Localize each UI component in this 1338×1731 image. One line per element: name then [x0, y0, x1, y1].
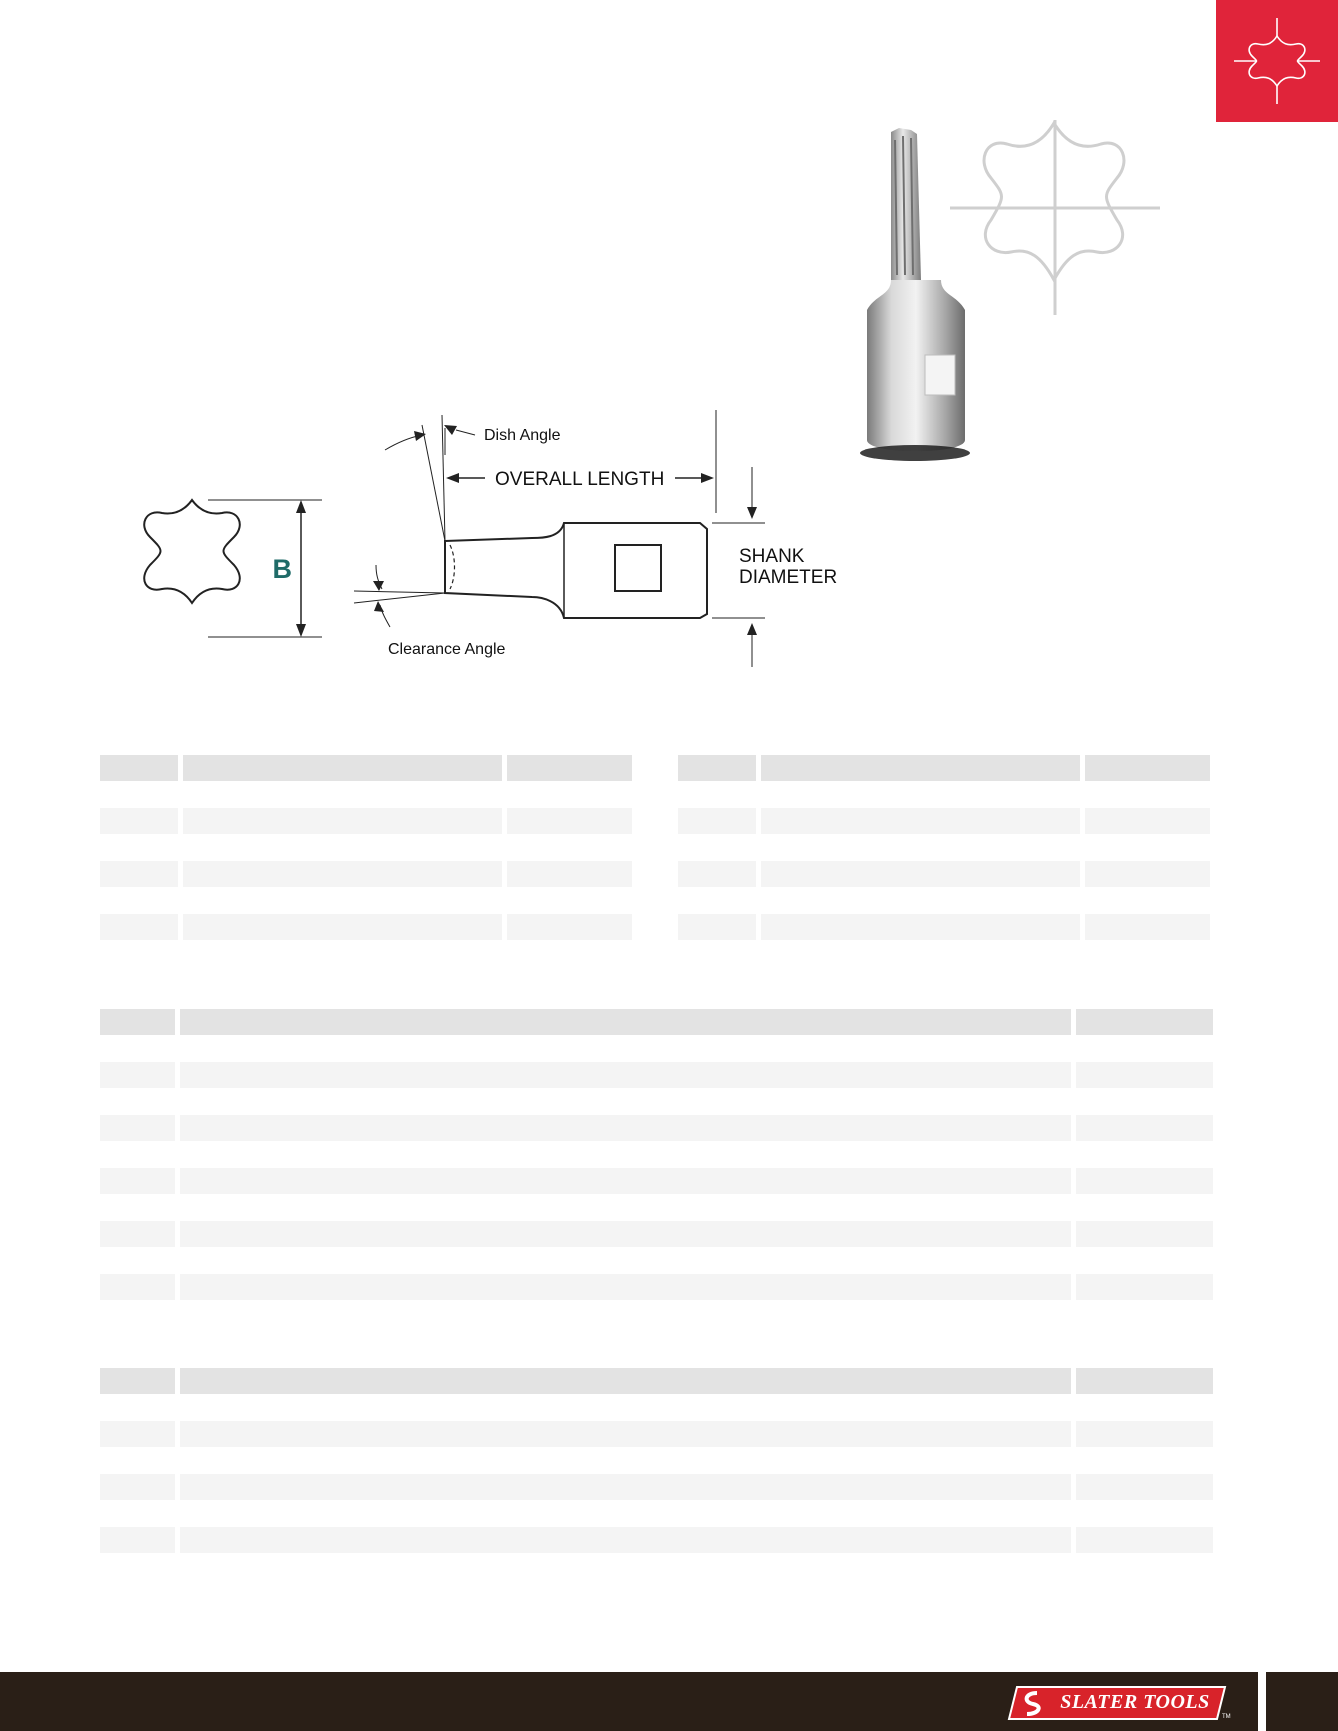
tool-photo — [855, 120, 1165, 470]
table-row — [678, 808, 1210, 834]
shank-diameter-label-line2: DIAMETER — [739, 567, 838, 588]
slater-tools-logo-icon — [1003, 1684, 1231, 1724]
table-row — [100, 1274, 1213, 1300]
b-label: B — [272, 554, 292, 584]
table-header-row — [100, 755, 632, 781]
table-row — [100, 1221, 1213, 1247]
table-header-row — [100, 1009, 1213, 1035]
hexalobular-profile-icon — [1216, 0, 1338, 122]
table-row — [100, 1474, 1213, 1500]
footer-logo-text: SLATER TOOLS — [1060, 1691, 1210, 1713]
spec-table-bottom — [95, 1368, 1218, 1553]
table-row — [100, 808, 632, 834]
table-row — [678, 914, 1210, 940]
hexalobular-profile-shape — [144, 500, 240, 603]
table-row — [100, 914, 632, 940]
photo-profile-overlay — [950, 120, 1160, 315]
footer-bar — [0, 1672, 1338, 1731]
table-row — [100, 1168, 1213, 1194]
technical-diagram — [100, 405, 880, 675]
table-header-row — [100, 1368, 1213, 1394]
dish-angle-label: Dish Angle — [484, 427, 561, 444]
spec-table-top-right — [673, 755, 1215, 940]
table-row — [100, 1062, 1213, 1088]
corner-tab — [1216, 0, 1338, 122]
table-row — [100, 861, 632, 887]
table-row — [100, 1115, 1213, 1141]
table-header-row — [678, 755, 1210, 781]
table-row — [678, 861, 1210, 887]
trademark-mark: TM — [1222, 1714, 1231, 1720]
table-row — [100, 1421, 1213, 1447]
footer-divider — [1258, 1672, 1266, 1731]
spec-table-top-left — [95, 755, 637, 940]
spec-table-middle — [95, 1009, 1218, 1300]
clearance-angle-label: Clearance Angle — [388, 641, 506, 658]
table-row — [100, 1527, 1213, 1553]
shank-diameter-label-line1: SHANK — [739, 546, 805, 567]
overall-length-label: OVERALL LENGTH — [495, 469, 665, 490]
